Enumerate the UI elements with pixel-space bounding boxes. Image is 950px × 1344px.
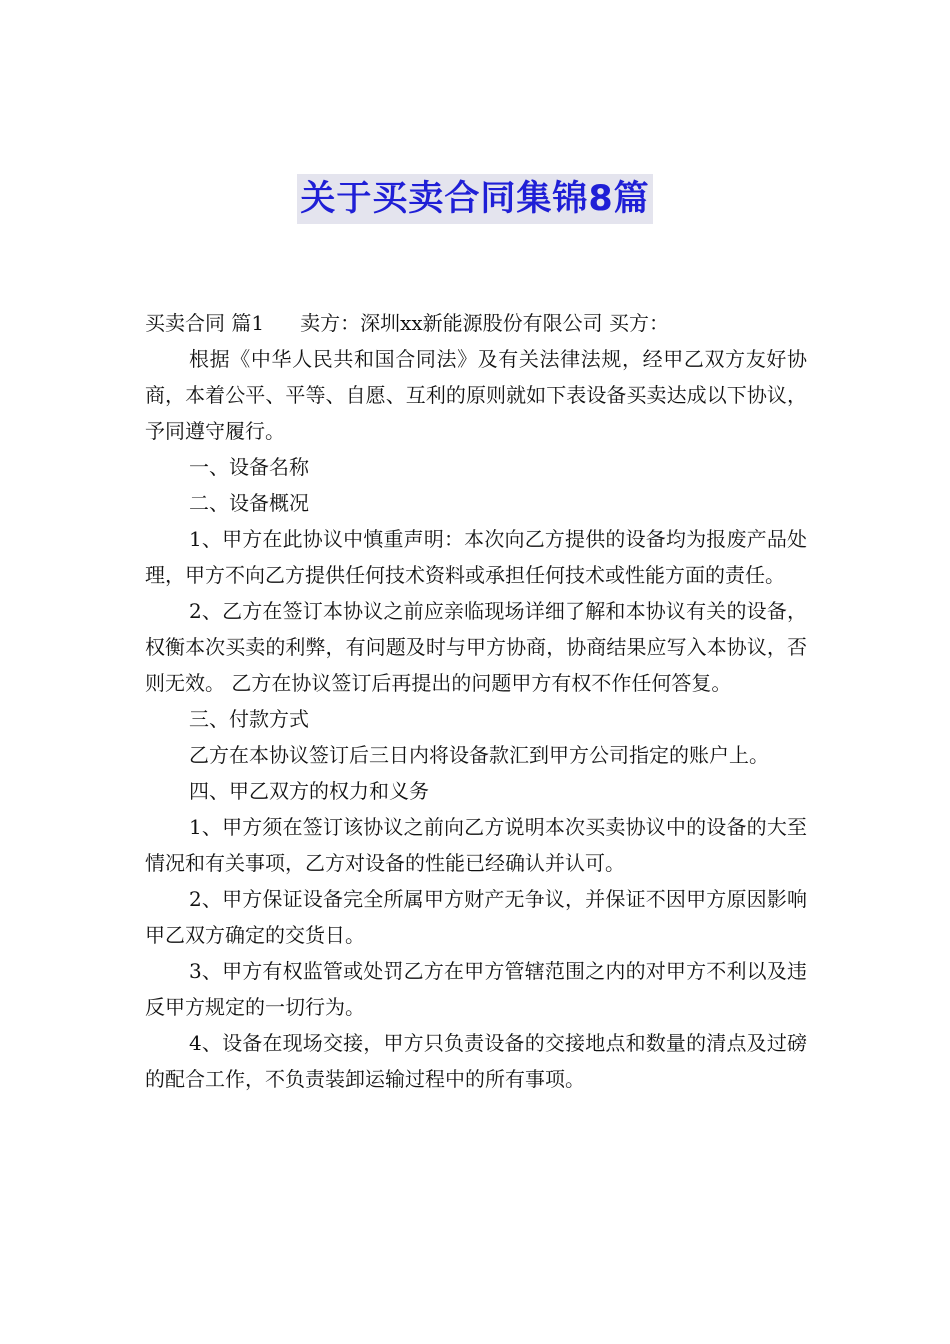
clause-rights-1: 1、甲方须在签订该协议之前向乙方说明本次买卖协议中的设备的大至情况和有关事项，乙方对设备的性能已经确认并认可。 [145, 815, 807, 875]
heading-rights-obligations: 四、甲乙双方的权力和义务 [189, 779, 429, 803]
clause-payment: 乙方在本协议签订后三日内将设备款汇到甲方公司指定的账户上。 [189, 743, 769, 767]
seller-buyer-line: 卖方：深圳xx新能源股份有限公司 买方： [300, 311, 670, 335]
paragraph-intro: 根据《中华人民共和国合同法》及有关法律法规，经甲乙双方友好协商，本着公平、平等、自愿、互利的原则就如下表设备买卖达成以下协议，予同遵守履行。 [145, 347, 807, 443]
clause-rights-3: 3、甲方有权监管或处罚乙方在甲方管辖范围之内的对甲方不利以及违反甲方规定的一切行为。 [145, 959, 807, 1019]
heading-equipment-overview: 二、设备概况 [189, 491, 309, 515]
clause-rights-4: 4、设备在现场交接，甲方只负责设备的交接地点和数量的清点及过磅的配合工作，不负责装卸运输过程中的所有事项。 [145, 1031, 807, 1091]
section-heading: 买卖合同 篇1 [145, 311, 265, 335]
header-line [145, 305, 807, 341]
clause-overview-2: 2、乙方在签订本协议之前应亲临现场详细了解和本协议有关的设备，权衡本次买卖的利弊，有问题及时与甲方协商，协商结果应写入本协议，否则无效。 乙方在协议签订后再提出的问题甲方有权不作任何答复。 [145, 599, 807, 695]
document-body [145, 305, 807, 1097]
title-container [0, 174, 950, 224]
document-title: 关于买卖合同集锦8篇 [297, 174, 652, 224]
heading-payment: 三、付款方式 [189, 707, 309, 731]
heading-equipment-name: 一、设备名称 [189, 455, 309, 479]
clause-overview-1: 1、甲方在此协议中慎重声明：本次向乙方提供的设备均为报废产品处理，甲方不向乙方提供任何技术资料或承担任何技术或性能方面的责任。 [145, 527, 807, 587]
clause-rights-2: 2、甲方保证设备完全所属甲方财产无争议，并保证不因甲方原因影响甲乙双方确定的交货日。 [145, 887, 807, 947]
